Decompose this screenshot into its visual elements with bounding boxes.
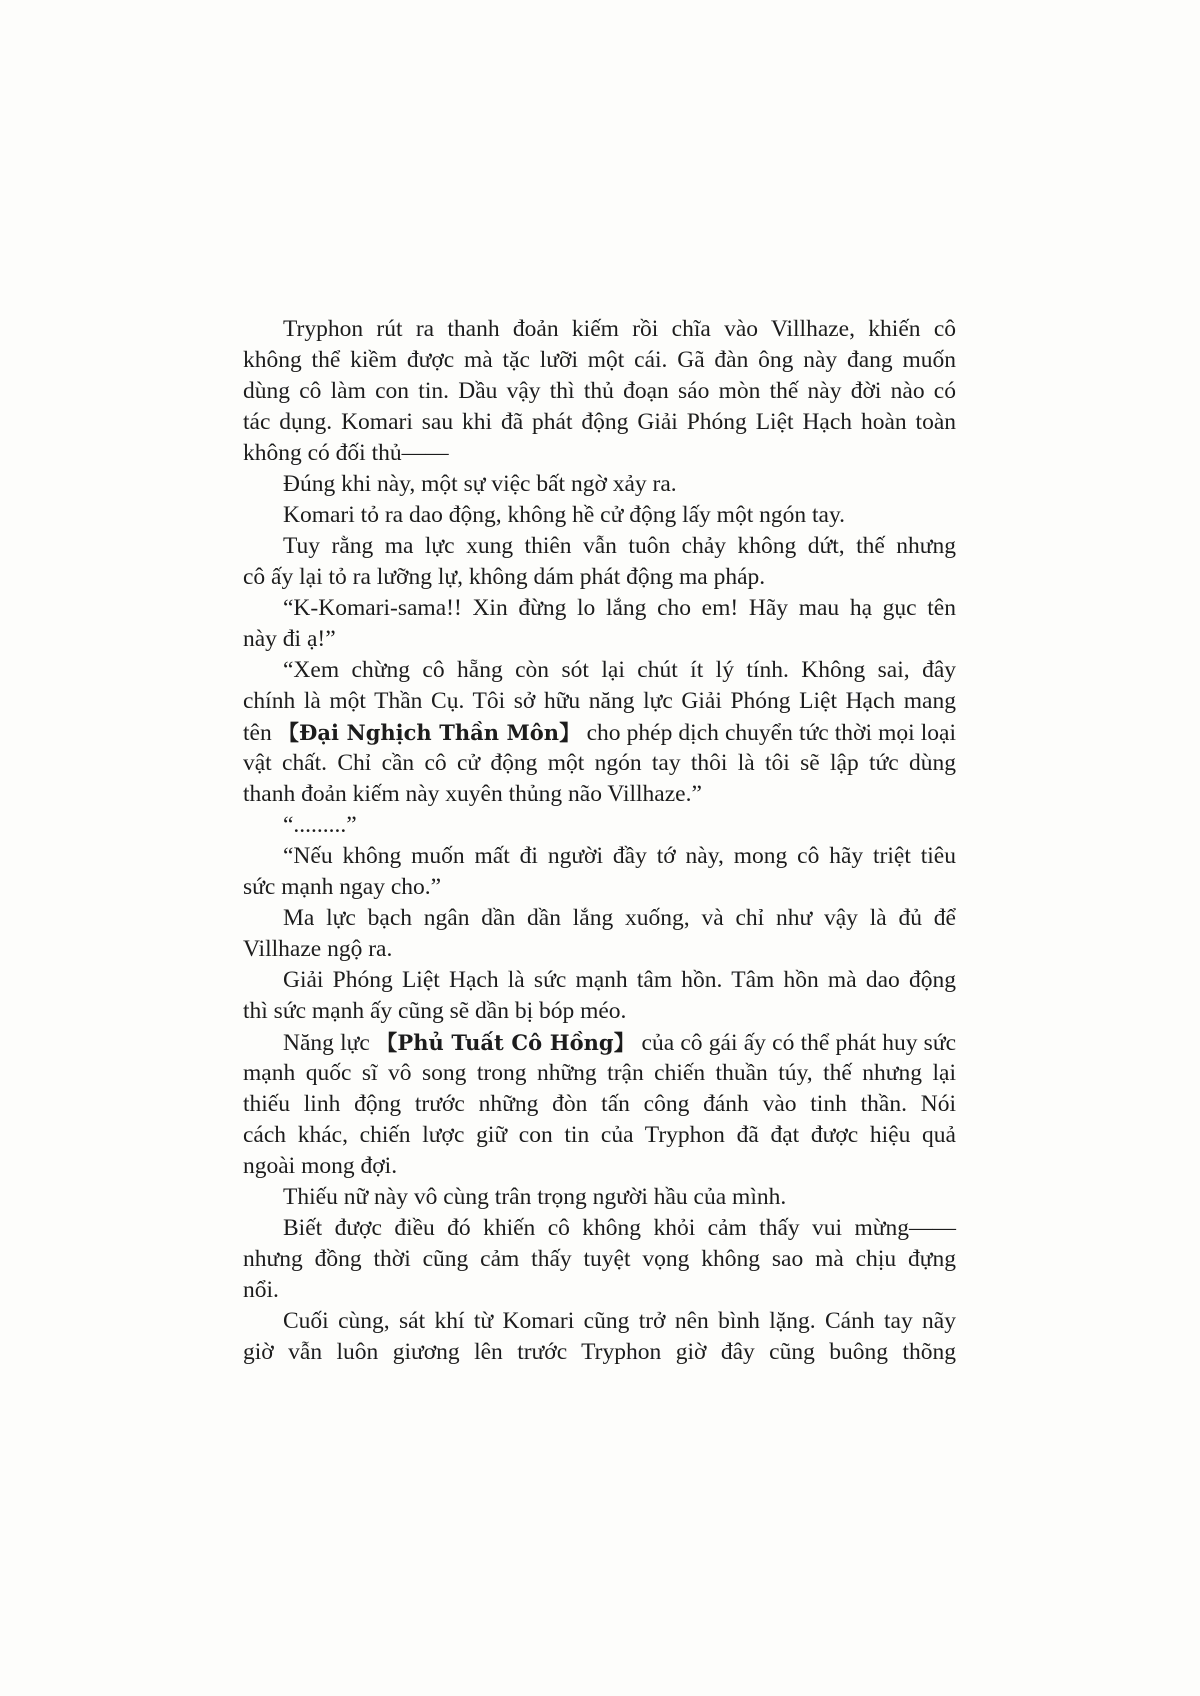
paragraph xyxy=(243,1182,956,1213)
text-segment: tên xyxy=(243,720,278,746)
paragraph xyxy=(243,593,956,655)
text-line: thanh đoản kiếm này xuyên thủng não Villhaze.” xyxy=(243,781,702,807)
text-line: Tuy rằng ma lực xung thiên vẫn tuôn chảy không dứt, thế nhưng xyxy=(283,533,956,559)
paragraph xyxy=(243,314,956,469)
text-line: thiếu linh động trước những đòn tấn công đánh vào tinh thần. Nói xyxy=(243,1091,956,1117)
text-line: Ma lực bạch ngân dần dần lắng xuống, và chỉ như vậy là đủ để xyxy=(283,905,956,931)
paragraph xyxy=(243,965,956,1027)
text-segment: Năng lực xyxy=(283,1030,377,1056)
paragraph xyxy=(243,469,956,500)
paragraph xyxy=(243,903,956,965)
text-line: thì sức mạnh ấy cũng sẽ dần bị bóp méo. xyxy=(243,998,627,1024)
paragraph xyxy=(243,841,956,903)
paragraph xyxy=(243,810,956,841)
paragraph xyxy=(243,1213,956,1306)
text-line: “K-Komari-sama!! Xin đừng lo lắng cho em! Hãy mau hạ gục tên xyxy=(283,595,956,621)
text-line: sức mạnh ngay cho.” xyxy=(243,874,442,900)
paragraph xyxy=(243,655,956,810)
text-segment: cho phép dịch chuyển tức thời mọi loại xyxy=(580,720,956,746)
text-line: không thể kiềm được mà tặc lưỡi một cái. Gã đàn ông này đang muốn xyxy=(243,347,956,373)
text-line: giờ vẫn luôn giương lên trước Tryphon giờ đây cũng buông thõng xyxy=(243,1339,956,1365)
paragraph xyxy=(243,1306,956,1368)
text-line: mạnh quốc sĩ vô song trong những trận chiến thuần túy, thế nhưng lại xyxy=(243,1060,956,1086)
text-line: nổi. xyxy=(243,1277,279,1303)
text-line: vật chất. Chỉ cần cô cử động một ngón tay thôi là tôi sẽ lập tức dùng xyxy=(243,750,956,776)
paragraph xyxy=(243,500,956,531)
text-line: “Nếu không muốn mất đi người đầy tớ này, mong cô hãy triệt tiêu xyxy=(283,843,956,869)
paragraph xyxy=(243,1027,956,1182)
text-line: ngoài mong đợi. xyxy=(243,1153,398,1179)
text-line: Villhaze ngộ ra. xyxy=(243,936,393,962)
text-line: Tryphon rút ra thanh đoản kiếm rồi chĩa vào Villhaze, khiến cô xyxy=(283,316,956,342)
text-line: Cuối cùng, sát khí từ Komari cũng trở nên bình lặng. Cánh tay nãy xyxy=(283,1308,956,1334)
text-line: “.........” xyxy=(283,812,357,838)
text-line: Komari tỏ ra dao động, không hề cử động lấy một ngón tay. xyxy=(283,502,846,528)
page-body-text xyxy=(243,314,956,1368)
text-line: tác dụng. Komari sau khi đã phát động Giải Phóng Liệt Hạch hoàn toàn xyxy=(243,409,956,435)
text-line: này đi ạ!” xyxy=(243,626,336,652)
text-line: Giải Phóng Liệt Hạch là sức mạnh tâm hồn. Tâm hồn mà dao động xyxy=(283,967,956,993)
text-line xyxy=(243,717,956,748)
text-line: không có đối thủ—— xyxy=(243,440,449,466)
text-line: chính là một Thần Cụ. Tôi sở hữu năng lực Giải Phóng Liệt Hạch mang xyxy=(243,688,956,714)
text-line: dùng cô làm con tin. Dầu vậy thì thủ đoạn sáo mòn thế này đời nào có xyxy=(243,378,956,404)
bold-term: 【Đại Nghịch Thần Môn】 xyxy=(277,720,581,745)
text-line: Thiếu nữ này vô cùng trân trọng người hầu của mình. xyxy=(283,1184,787,1210)
text-line: Biết được điều đó khiến cô không khỏi cảm thấy vui mừng—— xyxy=(283,1215,956,1241)
text-line: Đúng khi này, một sự việc bất ngờ xảy ra. xyxy=(283,471,677,497)
bold-term: 【Phủ Tuất Cô Hồng】 xyxy=(376,1030,636,1055)
text-line: cách khác, chiến lược giữ con tin của Tryphon đã đạt được hiệu quả xyxy=(243,1122,956,1148)
paragraph xyxy=(243,531,956,593)
text-line: “Xem chừng cô hẵng còn sót lại chút ít lý tính. Không sai, đây xyxy=(283,657,956,683)
text-line xyxy=(243,1027,956,1058)
text-segment: của cô gái ấy có thể phát huy sức xyxy=(635,1030,956,1056)
text-line: cô ấy lại tỏ ra lưỡng lự, không dám phát động ma pháp. xyxy=(243,564,766,590)
text-line: nhưng đồng thời cũng cảm thấy tuyệt vọng không sao mà chịu đựng xyxy=(243,1246,956,1272)
